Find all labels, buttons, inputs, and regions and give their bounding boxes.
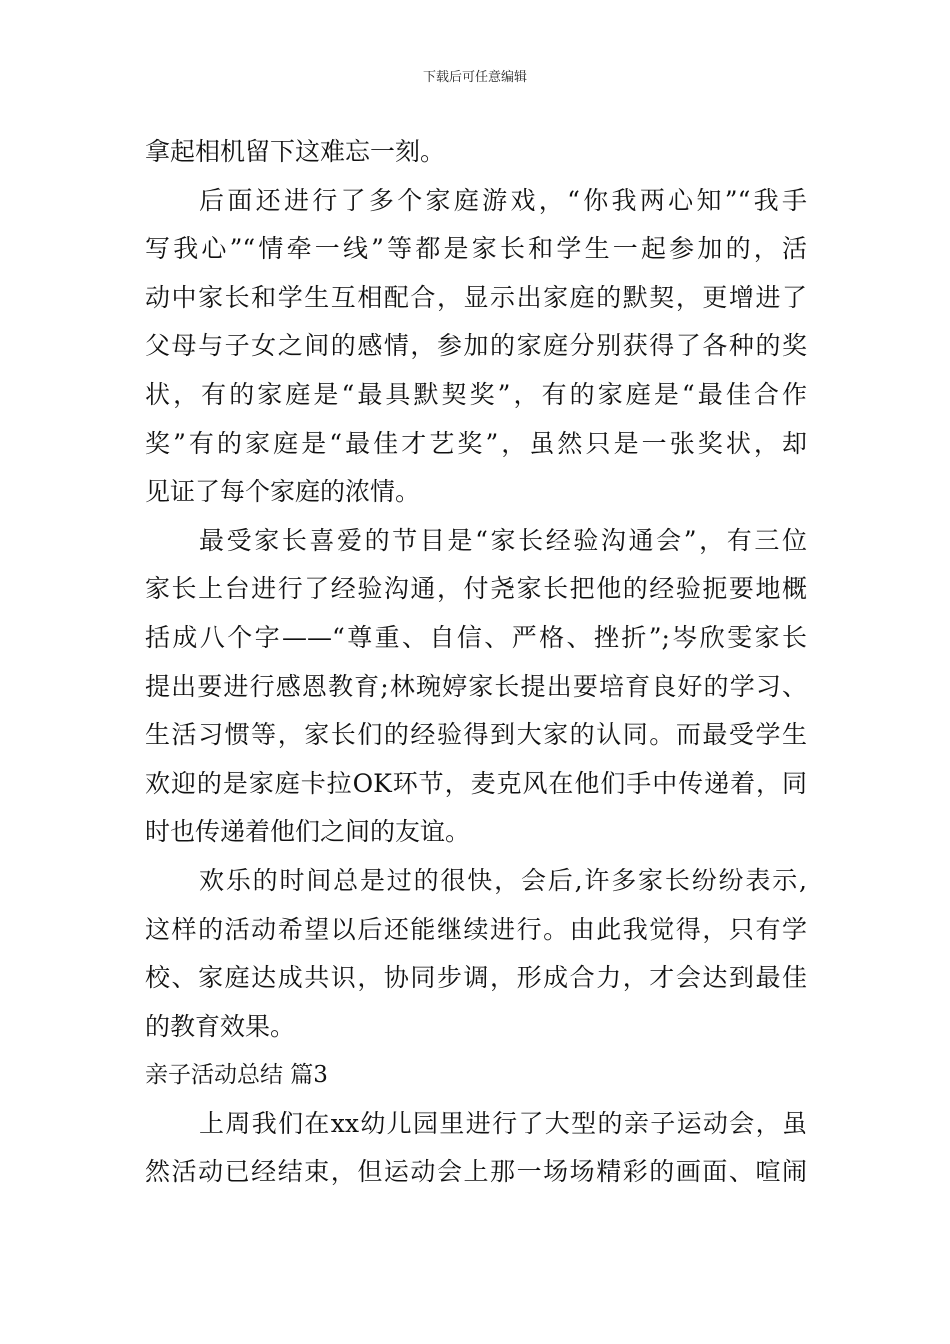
paragraph-line: 父母与子女之间的感情，参加的家庭分别获得了各种的奖: [145, 331, 807, 361]
paragraph-line: 时也传递着他们之间的友谊。: [145, 817, 471, 847]
paragraph-line: 状，有的家庭是“最具默契奖”，有的家庭是“最佳合作: [145, 379, 807, 409]
page-header: 下载后可任意编辑: [422, 70, 527, 85]
paragraph-line: 括成八个字——“尊重、自信、严格、挫折”;岑欣雯家长: [145, 622, 807, 652]
paragraph-line: 拿起相机留下这难忘一刻。: [145, 137, 446, 166]
paragraph-line: 上周我们在xx幼儿园里进行了大型的亲子运动会，虽: [199, 1108, 807, 1138]
paragraph-line: 然活动已经结束，但运动会上那一场场精彩的画面、喧闹: [145, 1157, 807, 1187]
paragraph-line: 写我心”“情牵一线”等都是家长和学生一起参加的，活: [145, 234, 807, 264]
paragraph-line: 生活习惯等，家长们的经验得到大家的认同。而最受学生: [145, 720, 807, 750]
paragraph-line: 校、家庭达成共识，协同步调，形成合力，才会达到最佳: [145, 963, 807, 993]
paragraph-line: 这样的活动希望以后还能继续进行。由此我觉得，只有学: [145, 914, 807, 944]
paragraph-line: 后面还进行了多个家庭游戏，“你我两心知”“我手: [199, 185, 807, 215]
section-heading: 亲子活动总结 篇3: [145, 1062, 328, 1089]
paragraph-line: 动中家长和学生互相配合，显示出家庭的默契，更增进了: [145, 282, 807, 312]
paragraph-line: 提出要进行感恩教育;林琬婷家长提出要培育良好的学习、: [145, 671, 807, 701]
document-body: [145, 128, 807, 1197]
paragraph-line: 奖”有的家庭是“最佳才艺奖”，虽然只是一张奖状，却: [145, 428, 807, 458]
paragraph-line: 最受家长喜爱的节目是“家长经验沟通会”，有三位: [199, 525, 807, 555]
paragraph-line: 的教育效果。: [145, 1011, 296, 1041]
paragraph-line: 欢乐的时间总是过的很快，会后,许多家长纷纷表示,: [199, 865, 807, 895]
paragraph-line: 家长上台进行了经验沟通，付尧家长把他的经验扼要地概: [145, 574, 807, 604]
paragraph-line: 欢迎的是家庭卡拉OK环节，麦克风在他们手中传递着，同: [145, 768, 807, 798]
paragraph-line: 见证了每个家庭的浓情。: [145, 477, 421, 507]
